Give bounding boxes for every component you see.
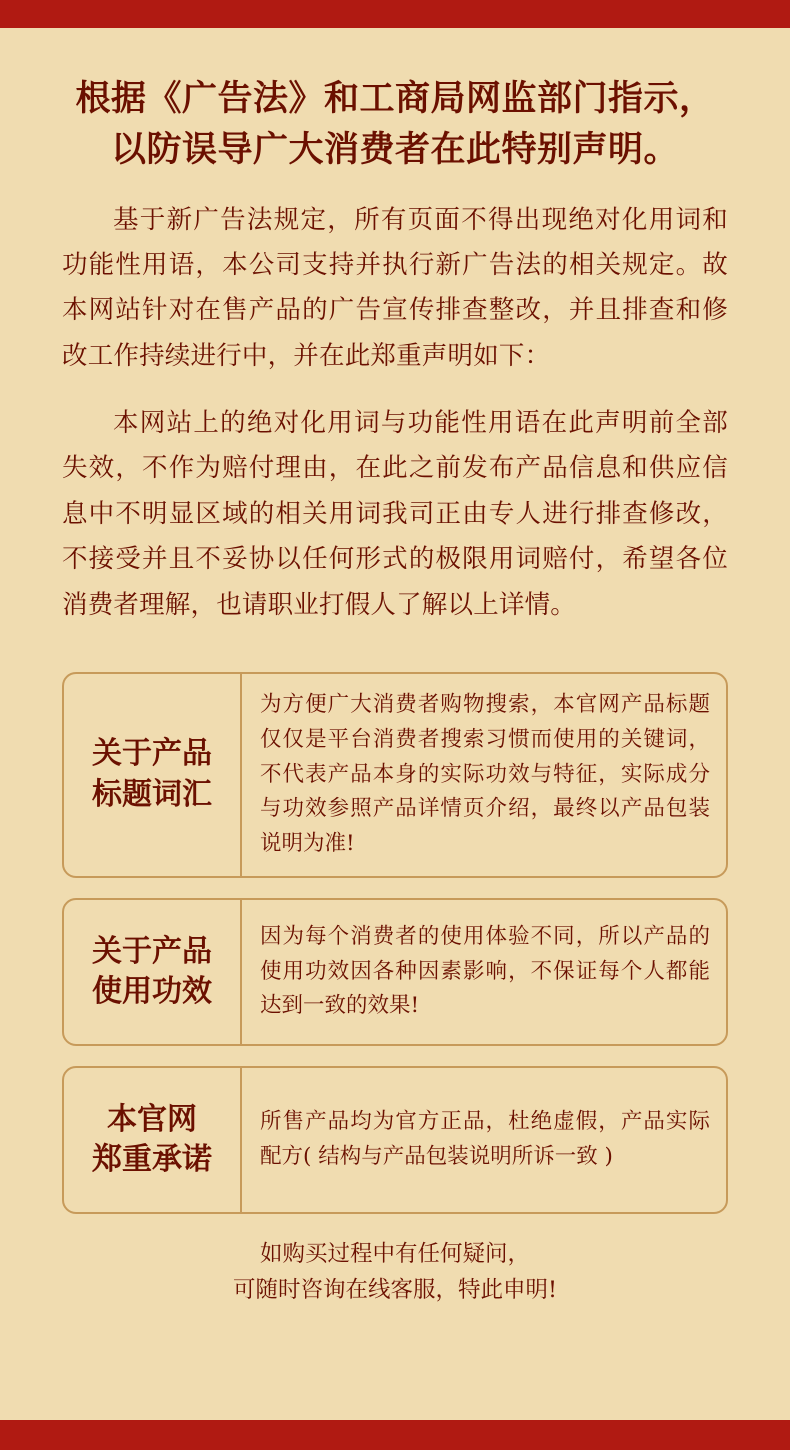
page-title-line1: 根据《广告法》和工商局网监部门指示， <box>75 78 715 119</box>
page-title-line2: 以防误导广大消费者在此特别声明。 <box>110 128 679 170</box>
card-product-efficacy <box>62 898 728 1046</box>
statement-paragraph-1: 基于新广告法规定，所有页面不得出现绝对化用词和功能性用语，本公司支持并执行新广告法的相关规定。故本网站针对在售产品的广告宣传排查整改，并且排查和修改工作持续进行中，并在此郑重声明如下： <box>62 204 728 371</box>
card-label-line1: 关于产品 <box>92 933 212 969</box>
card-list <box>62 672 728 1214</box>
footer-note <box>62 1236 728 1308</box>
card-label-line2: 使用功效 <box>92 974 212 1010</box>
footer-line2: 可随时咨询在线客服，特此申明! <box>232 1277 558 1304</box>
card-label-line2: 郑重承诺 <box>92 1142 212 1178</box>
card-label-line1: 关于产品 <box>92 736 212 772</box>
card-label <box>64 674 242 876</box>
footer-line1: 如购买过程中有任何疑问， <box>259 1241 530 1268</box>
card-label-line1: 本官网 <box>107 1101 197 1137</box>
statement-panel <box>0 28 790 1420</box>
card-label <box>64 900 242 1044</box>
card-text: 所售产品均为官方正品，杜绝虚假，产品实际配方( 结构与产品包装说明所诉一致 ) <box>260 1109 710 1170</box>
page-title <box>62 74 728 176</box>
card-official-promise <box>62 1066 728 1214</box>
card-text: 为方便广大消费者购物搜索，本官网产品标题仅仅是平台消费者搜索习惯而使用的关键词，不代表产品本身的实际功效与特征，实际成分与功效参照产品详情页介绍，最终以产品包装说明为准! <box>260 691 710 857</box>
card-label <box>64 1068 242 1212</box>
card-label-line2: 标题词汇 <box>92 776 212 812</box>
statement-paragraph-2: 本网站上的绝对化用词与功能性用语在此声明前全部失效，不作为赔付理由，在此之前发布产品信息和供应信息中不明显区域的相关用词我司正由专人进行排查修改，不接受并且不妥协以任何形式的极限用词赔付，希望各位消费者理解，也请职业打假人了解以上详情。 <box>62 408 728 620</box>
card-product-title-terms <box>62 672 728 878</box>
card-text: 因为每个消费者的使用体验不同，所以产品的使用功效因各种因素影响，不保证每个人都能达到一致的效果! <box>260 923 710 1019</box>
